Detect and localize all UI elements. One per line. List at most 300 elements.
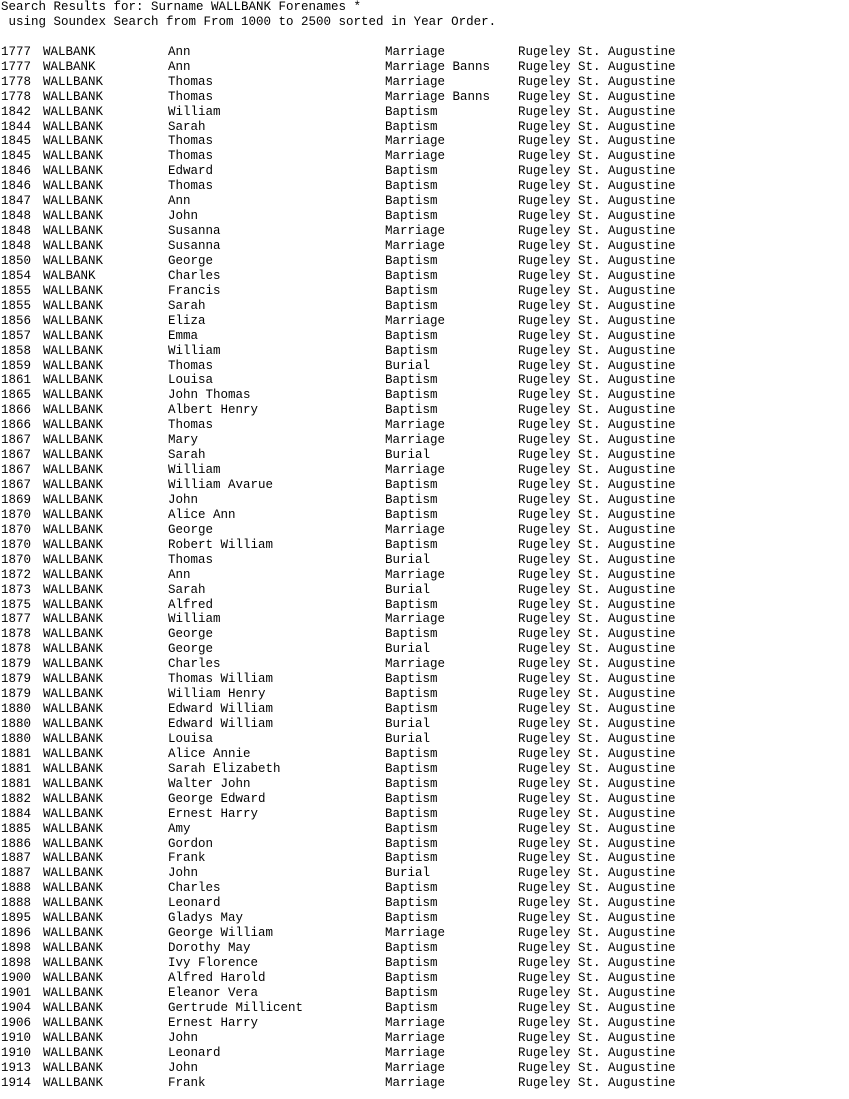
- record-forenames: George Edward: [168, 791, 266, 806]
- record-row: [1, 344, 847, 359]
- record-surname: WALLBANK: [43, 328, 104, 343]
- record-year: 1844: [1, 119, 32, 134]
- record-forenames: George: [168, 522, 214, 537]
- record-year: 1856: [1, 313, 32, 328]
- record-event: Baptism: [385, 985, 438, 1000]
- record-parish: Rugeley St. Augustine: [518, 478, 676, 492]
- record-row: [1, 792, 847, 807]
- record-row: [1, 179, 847, 194]
- record-row: [1, 687, 847, 702]
- record-row: [1, 553, 847, 568]
- record-parish: Rugeley St. Augustine: [518, 717, 676, 731]
- record-parish: Rugeley St. Augustine: [518, 582, 676, 597]
- record-event: Marriage: [385, 418, 446, 433]
- record-row: [1, 75, 847, 90]
- record-row: [1, 373, 847, 388]
- record-year: 1885: [1, 821, 32, 836]
- record-year: 1870: [1, 507, 32, 522]
- record-row: [1, 896, 847, 911]
- record-row: [1, 164, 847, 179]
- record-forenames: Sarah Elizabeth: [168, 761, 281, 776]
- record-surname: WALLBANK: [43, 881, 104, 896]
- record-row: [1, 777, 847, 792]
- record-year: 1867: [1, 463, 32, 478]
- record-event: Baptism: [385, 672, 438, 687]
- record-surname: WALLBANK: [43, 1045, 104, 1060]
- record-parish: Rugeley St. Augustine: [518, 268, 676, 283]
- record-surname: WALLBANK: [43, 388, 104, 403]
- record-parish: Rugeley St. Augustine: [518, 373, 676, 388]
- record-surname: WALLBANK: [43, 791, 104, 806]
- record-forenames: Leonard: [168, 896, 221, 911]
- record-year: 1848: [1, 209, 32, 224]
- record-forenames: George: [168, 627, 214, 642]
- record-event: Baptism: [385, 791, 438, 806]
- record-row: [1, 1031, 847, 1046]
- record-surname: WALLBANK: [43, 956, 104, 970]
- record-year: 1873: [1, 582, 32, 597]
- blank-line: [1, 30, 847, 45]
- record-surname: WALLBANK: [43, 612, 104, 627]
- record-forenames: Thomas: [168, 74, 214, 89]
- record-row: [1, 284, 847, 299]
- record-year: 1872: [1, 567, 32, 582]
- record-event: Baptism: [385, 104, 438, 119]
- record-row: [1, 448, 847, 463]
- record-surname: WALLBANK: [43, 702, 104, 717]
- record-parish: Rugeley St. Augustine: [518, 89, 676, 104]
- record-year: 1884: [1, 806, 32, 821]
- record-surname: WALLBANK: [43, 537, 104, 552]
- record-parish: Rugeley St. Augustine: [518, 627, 676, 642]
- record-event: Baptism: [385, 896, 438, 911]
- record-year: 1882: [1, 791, 32, 806]
- record-surname: WALLBANK: [43, 313, 104, 328]
- record-forenames: William: [168, 612, 221, 627]
- record-forenames: George: [168, 642, 214, 657]
- record-row: [1, 956, 847, 971]
- record-year: 1888: [1, 881, 32, 896]
- record-year: 1910: [1, 1030, 32, 1045]
- record-forenames: Alfred: [168, 597, 214, 612]
- record-year: 1870: [1, 537, 32, 552]
- record-parish: Rugeley St. Augustine: [518, 657, 676, 672]
- record-year: 1845: [1, 149, 32, 164]
- record-parish: Rugeley St. Augustine: [518, 59, 676, 74]
- record-row: [1, 403, 847, 418]
- record-event: Baptism: [385, 746, 438, 761]
- record-year: 1887: [1, 851, 32, 866]
- record-row: [1, 478, 847, 493]
- record-parish: Rugeley St. Augustine: [518, 1060, 676, 1075]
- record-parish: Rugeley St. Augustine: [518, 836, 676, 851]
- record-year: 1870: [1, 552, 32, 567]
- record-event: Baptism: [385, 194, 438, 209]
- record-event: Baptism: [385, 328, 438, 343]
- record-event: Baptism: [385, 268, 438, 283]
- record-row: [1, 269, 847, 284]
- record-forenames: Thomas: [168, 89, 214, 104]
- record-surname: WALLBANK: [43, 926, 104, 941]
- record-surname: WALLBANK: [43, 761, 104, 776]
- record-row: [1, 702, 847, 717]
- record-surname: WALLBANK: [43, 821, 104, 836]
- record-row: [1, 866, 847, 881]
- record-year: 1895: [1, 911, 32, 926]
- record-event: Burial: [385, 552, 431, 567]
- record-surname: WALLBANK: [43, 492, 104, 507]
- record-event: Baptism: [385, 761, 438, 776]
- record-parish: Rugeley St. Augustine: [518, 149, 676, 164]
- record-row: [1, 1046, 847, 1061]
- record-event: Marriage: [385, 463, 446, 478]
- record-forenames: William: [168, 343, 221, 358]
- record-event: Baptism: [385, 687, 438, 702]
- record-event: Marriage: [385, 657, 446, 672]
- record-year: 1777: [1, 59, 32, 74]
- record-row: [1, 911, 847, 926]
- record-row: [1, 822, 847, 837]
- record-year: 1880: [1, 702, 32, 717]
- record-forenames: Mary: [168, 433, 199, 448]
- record-surname: WALLBANK: [43, 941, 104, 956]
- record-row: [1, 60, 847, 75]
- record-parish: Rugeley St. Augustine: [518, 702, 676, 717]
- record-year: 1881: [1, 776, 32, 791]
- record-event: Baptism: [385, 164, 438, 179]
- record-forenames: Albert Henry: [168, 403, 259, 418]
- record-event: Baptism: [385, 253, 438, 268]
- record-surname: WALLBANK: [43, 224, 104, 239]
- record-year: 1878: [1, 642, 32, 657]
- record-year: 1869: [1, 492, 32, 507]
- record-parish: Rugeley St. Augustine: [518, 612, 676, 627]
- record-year: 1914: [1, 1075, 32, 1090]
- record-parish: Rugeley St. Augustine: [518, 463, 676, 478]
- record-row: [1, 493, 847, 508]
- record-forenames: Ann: [168, 194, 191, 209]
- record-row: [1, 329, 847, 344]
- record-event: Marriage: [385, 926, 446, 941]
- record-parish: Rugeley St. Augustine: [518, 597, 676, 612]
- record-surname: WALLBANK: [43, 298, 104, 313]
- record-surname: WALLBANK: [43, 806, 104, 821]
- record-surname: WALLBANK: [43, 717, 104, 731]
- record-parish: Rugeley St. Augustine: [518, 104, 676, 119]
- record-parish: Rugeley St. Augustine: [518, 970, 676, 985]
- record-parish: Rugeley St. Augustine: [518, 358, 676, 373]
- record-forenames: William Henry: [168, 687, 266, 702]
- record-parish: Rugeley St. Augustine: [518, 1075, 676, 1090]
- record-surname: WALLBANK: [43, 896, 104, 911]
- record-forenames: Ernest Harry: [168, 806, 259, 821]
- record-forenames: Eleanor Vera: [168, 985, 259, 1000]
- record-surname: WALLBANK: [43, 283, 104, 298]
- record-row: [1, 194, 847, 209]
- record-row: [1, 627, 847, 642]
- record-row: [1, 583, 847, 598]
- record-event: Marriage: [385, 1060, 446, 1075]
- record-event: Baptism: [385, 537, 438, 552]
- record-year: 1906: [1, 1015, 32, 1030]
- record-forenames: William Avarue: [168, 478, 274, 492]
- record-forenames: Thomas: [168, 134, 214, 149]
- record-event: Baptism: [385, 836, 438, 851]
- record-parish: Rugeley St. Augustine: [518, 328, 676, 343]
- record-surname: WALLBANK: [43, 567, 104, 582]
- record-parish: Rugeley St. Augustine: [518, 567, 676, 582]
- record-forenames: Leonard: [168, 1045, 221, 1060]
- record-event: Baptism: [385, 627, 438, 642]
- record-parish: Rugeley St. Augustine: [518, 552, 676, 567]
- record-parish: Rugeley St. Augustine: [518, 956, 676, 970]
- record-year: 1854: [1, 268, 32, 283]
- record-parish: Rugeley St. Augustine: [518, 224, 676, 239]
- record-surname: WALBANK: [43, 59, 96, 74]
- record-forenames: John: [168, 866, 199, 881]
- record-year: 1881: [1, 761, 32, 776]
- record-parish: Rugeley St. Augustine: [518, 791, 676, 806]
- record-forenames: John: [168, 1060, 199, 1075]
- record-forenames: George: [168, 253, 214, 268]
- record-year: 1898: [1, 956, 32, 970]
- record-forenames: Sarah: [168, 448, 206, 463]
- record-event: Marriage: [385, 239, 446, 253]
- record-event: Marriage: [385, 44, 446, 59]
- record-surname: WALLBANK: [43, 597, 104, 612]
- record-surname: WALLBANK: [43, 522, 104, 537]
- record-forenames: Alice Annie: [168, 746, 251, 761]
- record-row: [1, 45, 847, 60]
- record-event: Baptism: [385, 298, 438, 313]
- record-row: [1, 807, 847, 822]
- record-surname: WALLBANK: [43, 672, 104, 687]
- record-event: Marriage: [385, 433, 446, 448]
- record-forenames: Thomas William: [168, 672, 274, 687]
- record-parish: Rugeley St. Augustine: [518, 642, 676, 657]
- record-parish: Rugeley St. Augustine: [518, 806, 676, 821]
- record-surname: WALLBANK: [43, 836, 104, 851]
- record-surname: WALLBANK: [43, 687, 104, 702]
- record-surname: WALLBANK: [43, 970, 104, 985]
- search-criteria: using Soundex Search from From 1000 to 2500 sorted in Year Order.: [1, 14, 497, 29]
- record-event: Marriage: [385, 1015, 446, 1030]
- record-row: [1, 254, 847, 269]
- record-event: Marriage: [385, 1045, 446, 1060]
- record-row: [1, 672, 847, 687]
- record-row: [1, 851, 847, 866]
- record-row: [1, 523, 847, 538]
- record-row: [1, 732, 847, 747]
- record-event: Marriage: [385, 1075, 446, 1090]
- record-forenames: Ann: [168, 44, 191, 59]
- record-year: 1866: [1, 403, 32, 418]
- record-row: [1, 314, 847, 329]
- record-forenames: Frank: [168, 851, 206, 866]
- record-row: [1, 90, 847, 105]
- record-surname: WALLBANK: [43, 985, 104, 1000]
- record-parish: Rugeley St. Augustine: [518, 283, 676, 298]
- record-surname: WALLBANK: [43, 194, 104, 209]
- record-event: Baptism: [385, 851, 438, 866]
- record-event: Baptism: [385, 956, 438, 970]
- record-forenames: Ivy Florence: [168, 956, 259, 970]
- record-event: Burial: [385, 717, 431, 731]
- record-forenames: George William: [168, 926, 274, 941]
- record-forenames: John: [168, 492, 199, 507]
- record-event: Baptism: [385, 597, 438, 612]
- record-event: Baptism: [385, 970, 438, 985]
- record-event: Baptism: [385, 507, 438, 522]
- record-surname: WALLBANK: [43, 627, 104, 642]
- record-surname: WALLBANK: [43, 507, 104, 522]
- record-event: Marriage Banns: [385, 59, 491, 74]
- record-parish: Rugeley St. Augustine: [518, 522, 676, 537]
- record-surname: WALLBANK: [43, 433, 104, 448]
- record-forenames: William: [168, 104, 221, 119]
- record-year: 1867: [1, 478, 32, 492]
- record-event: Burial: [385, 731, 431, 746]
- record-forenames: Charles: [168, 268, 221, 283]
- record-forenames: Emma: [168, 328, 199, 343]
- record-row: [1, 657, 847, 672]
- record-forenames: Sarah: [168, 582, 206, 597]
- record-surname: WALLBANK: [43, 1060, 104, 1075]
- record-forenames: Thomas: [168, 552, 214, 567]
- record-surname: WALLBANK: [43, 253, 104, 268]
- record-row: [1, 299, 847, 314]
- record-year: 1848: [1, 239, 32, 253]
- record-parish: Rugeley St. Augustine: [518, 119, 676, 134]
- record-row: [1, 359, 847, 374]
- record-row: [1, 642, 847, 657]
- record-parish: Rugeley St. Augustine: [518, 507, 676, 522]
- record-year: 1898: [1, 941, 32, 956]
- record-row: [1, 209, 847, 224]
- record-parish: Rugeley St. Augustine: [518, 179, 676, 194]
- record-year: 1904: [1, 1000, 32, 1015]
- record-forenames: Louisa: [168, 731, 214, 746]
- record-surname: WALLBANK: [43, 463, 104, 478]
- record-year: 1857: [1, 328, 32, 343]
- record-parish: Rugeley St. Augustine: [518, 1015, 676, 1030]
- record-year: 1900: [1, 970, 32, 985]
- record-surname: WALLBANK: [43, 149, 104, 164]
- record-year: 1879: [1, 687, 32, 702]
- record-event: Baptism: [385, 388, 438, 403]
- record-event: Baptism: [385, 941, 438, 956]
- record-year: 1866: [1, 418, 32, 433]
- record-forenames: Edward: [168, 164, 214, 179]
- record-surname: WALLBANK: [43, 403, 104, 418]
- record-row: [1, 508, 847, 523]
- record-surname: WALLBANK: [43, 239, 104, 253]
- record-parish: Rugeley St. Augustine: [518, 672, 676, 687]
- record-surname: WALLBANK: [43, 1015, 104, 1030]
- record-forenames: Alice Ann: [168, 507, 236, 522]
- record-row: [1, 149, 847, 164]
- record-forenames: Ernest Harry: [168, 1015, 259, 1030]
- record-surname: WALLBANK: [43, 358, 104, 373]
- record-forenames: Walter John: [168, 776, 251, 791]
- record-event: Marriage: [385, 149, 446, 164]
- record-parish: Rugeley St. Augustine: [518, 896, 676, 911]
- record-event: Burial: [385, 448, 431, 463]
- record-year: 1850: [1, 253, 32, 268]
- record-surname: WALLBANK: [43, 448, 104, 463]
- record-year: 1877: [1, 612, 32, 627]
- record-year: 1855: [1, 283, 32, 298]
- record-year: 1880: [1, 731, 32, 746]
- record-parish: Rugeley St. Augustine: [518, 851, 676, 866]
- record-year: 1778: [1, 74, 32, 89]
- record-parish: Rugeley St. Augustine: [518, 239, 676, 253]
- record-surname: WALLBANK: [43, 552, 104, 567]
- record-surname: WALLBANK: [43, 343, 104, 358]
- record-parish: Rugeley St. Augustine: [518, 253, 676, 268]
- record-forenames: Dorothy May: [168, 941, 251, 956]
- record-year: 1846: [1, 179, 32, 194]
- record-event: Marriage: [385, 612, 446, 627]
- record-row: [1, 1061, 847, 1076]
- record-year: 1881: [1, 746, 32, 761]
- record-row: [1, 418, 847, 433]
- record-event: Marriage: [385, 74, 446, 89]
- record-year: 1913: [1, 1060, 32, 1075]
- record-forenames: Susanna: [168, 224, 221, 239]
- record-year: 1777: [1, 44, 32, 59]
- record-parish: Rugeley St. Augustine: [518, 881, 676, 896]
- record-parish: Rugeley St. Augustine: [518, 687, 676, 702]
- record-parish: Rugeley St. Augustine: [518, 1045, 676, 1060]
- record-year: 1867: [1, 448, 32, 463]
- record-row: [1, 134, 847, 149]
- record-surname: WALLBANK: [43, 1030, 104, 1045]
- record-event: Baptism: [385, 209, 438, 224]
- record-forenames: Edward William: [168, 717, 274, 731]
- record-forenames: Charles: [168, 657, 221, 672]
- record-parish: Rugeley St. Augustine: [518, 209, 676, 224]
- record-year: 1901: [1, 985, 32, 1000]
- record-surname: WALLBANK: [43, 119, 104, 134]
- record-parish: Rugeley St. Augustine: [518, 343, 676, 358]
- record-parish: Rugeley St. Augustine: [518, 433, 676, 448]
- record-parish: Rugeley St. Augustine: [518, 731, 676, 746]
- search-results-document: [1, 0, 847, 1090]
- record-forenames: John: [168, 209, 199, 224]
- record-row: [1, 120, 847, 135]
- record-forenames: Gladys May: [168, 911, 244, 926]
- record-surname: WALLBANK: [43, 179, 104, 194]
- record-forenames: Edward William: [168, 702, 274, 717]
- record-year: 1878: [1, 627, 32, 642]
- record-surname: WALLBANK: [43, 642, 104, 657]
- record-parish: Rugeley St. Augustine: [518, 74, 676, 89]
- record-year: 1846: [1, 164, 32, 179]
- record-event: Baptism: [385, 119, 438, 134]
- record-row: [1, 598, 847, 613]
- record-forenames: John: [168, 1030, 199, 1045]
- record-event: Baptism: [385, 343, 438, 358]
- record-year: 1870: [1, 522, 32, 537]
- record-parish: Rugeley St. Augustine: [518, 1030, 676, 1045]
- record-forenames: Gordon: [168, 836, 214, 851]
- record-event: Baptism: [385, 881, 438, 896]
- record-row: [1, 1076, 847, 1091]
- record-parish: Rugeley St. Augustine: [518, 388, 676, 403]
- record-row: [1, 433, 847, 448]
- record-surname: WALLBANK: [43, 746, 104, 761]
